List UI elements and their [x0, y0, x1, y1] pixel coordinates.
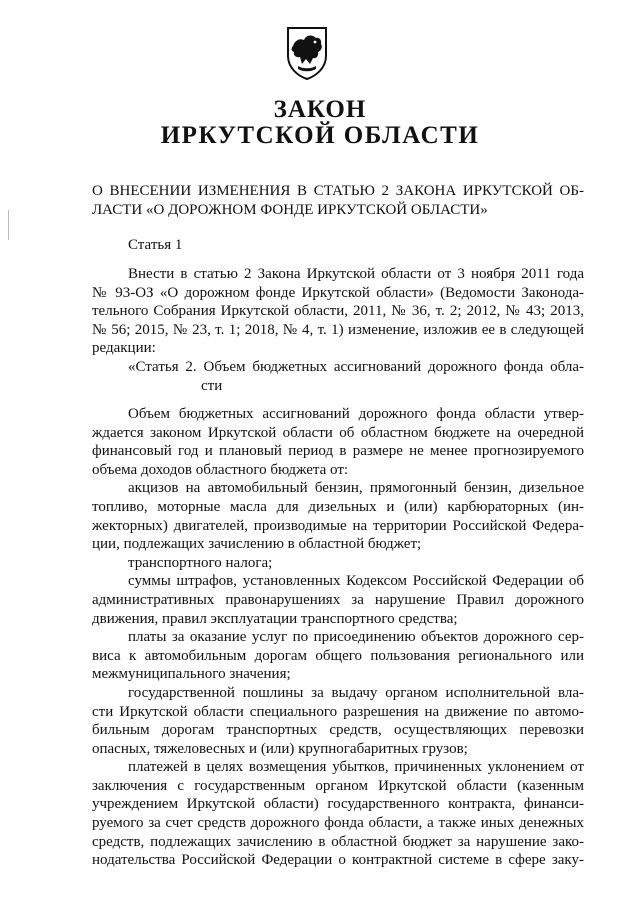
- text-line: ждается законом Иркутской области об областном бюджете на очередной: [92, 424, 584, 441]
- text-line: заключения с государственным органом Иркутской области (казенным: [92, 777, 584, 794]
- coat-of-arms-icon: [286, 26, 328, 80]
- heading-line: О ВНЕСЕНИИ ИЗМЕНЕНИЯ В СТАТЬЮ 2 ЗАКОНА ИРКУТСКОЙ ОБ-: [92, 183, 584, 199]
- text-line: государственной пошлины за выдачу органом исполнительной вла-: [128, 684, 584, 701]
- law-title: ЗАКОН: [273, 96, 367, 123]
- text-line: редакции:: [92, 340, 156, 357]
- text-line: ции, подлежащих зачислению в областной бюджет;: [92, 536, 422, 553]
- text-line: виса к автомобильным дорогам общего пользования регионального или: [92, 647, 584, 664]
- text-line: средств, подлежащих зачислению в областной бюджет за нарушение зако-: [92, 833, 584, 850]
- text-line: платы за оказание услуг по присоединению объектов дорожного сер-: [128, 629, 584, 646]
- text-line: Внести в статью 2 Закона Иркутской области от 3 ноября 2011 года: [128, 266, 584, 282]
- text-line: учреждением Иркутской области) государственного контракта, финанси-: [92, 796, 584, 813]
- text-line: опасных, тяжеловесных и (или) крупногабаритных грузов;: [92, 740, 468, 757]
- text-line: № 93-ОЗ «О дорожном фонде Иркутской области» (Ведомости Законода-: [92, 284, 584, 301]
- text-line: топливо, моторные масла для дизельных и (или) карбюраторных (ин-: [92, 498, 584, 515]
- text-line: жекторных) двигателей, производимые на территории Российской Федера-: [92, 517, 584, 534]
- text-line: сти Иркутской области специального разрешения на движение по автомо-: [92, 703, 584, 720]
- text-line: платежей в целях возмещения убытков, причиненных уклонением от: [128, 759, 584, 776]
- text-line: транспортного налога;: [128, 554, 273, 571]
- heading-line: ЛАСТИ «О ДОРОЖНОМ ФОНДЕ ИРКУТСКОЙ ОБЛАСТИ»: [92, 202, 488, 218]
- article-number: Статья 1: [128, 237, 183, 253]
- text-line: административных правонарушениях за нарушение Правил дорожного: [92, 591, 584, 608]
- article-body: [92, 405, 584, 870]
- law-region-title: ИРКУТСКОЙ ОБЛАСТИ: [160, 122, 480, 149]
- text-line: бильным дорогам транспортных средств, осуществляющих перевозки: [92, 722, 584, 739]
- scan-margin-mark: [8, 210, 9, 240]
- text-line: финансовый год и плановый период в размере не менее прогнозируемого: [92, 443, 584, 460]
- text-line: движения, правил эксплуатации транспортного средства;: [92, 610, 458, 627]
- text-line: тельного Собрания Иркутской области, 2011, № 36, т. 2; 2012, № 43; 2013,: [92, 303, 584, 320]
- law-heading: [92, 182, 584, 220]
- text-line: «Статья 2. Объем бюджетных ассигнований дорожного фонда обла-: [128, 358, 584, 375]
- text-line: Объем бюджетных ассигнований дорожного фонда области утвер-: [128, 406, 584, 422]
- text-line: нодательства Российской Федерации о контрактной системе в сфере заку-: [92, 852, 584, 869]
- article-intro: [92, 265, 584, 395]
- text-line: акцизов на автомобильный бензин, прямогонный бензин, дизельное: [128, 480, 584, 497]
- text-line: сти: [201, 377, 223, 394]
- text-line: № 56; 2015, № 23, т. 1; 2018, № 4, т. 1) изменение, изложив ее в следующей: [92, 321, 584, 338]
- text-line: суммы штрафов, установленных Кодексом Российской Федерации об: [128, 573, 584, 590]
- text-line: объема доходов областного бюджета от:: [92, 461, 349, 478]
- text-line: межмуниципального значения;: [92, 666, 291, 683]
- text-line: руемого за счет средств дорожного фонда области, а также иных денежных: [92, 815, 584, 832]
